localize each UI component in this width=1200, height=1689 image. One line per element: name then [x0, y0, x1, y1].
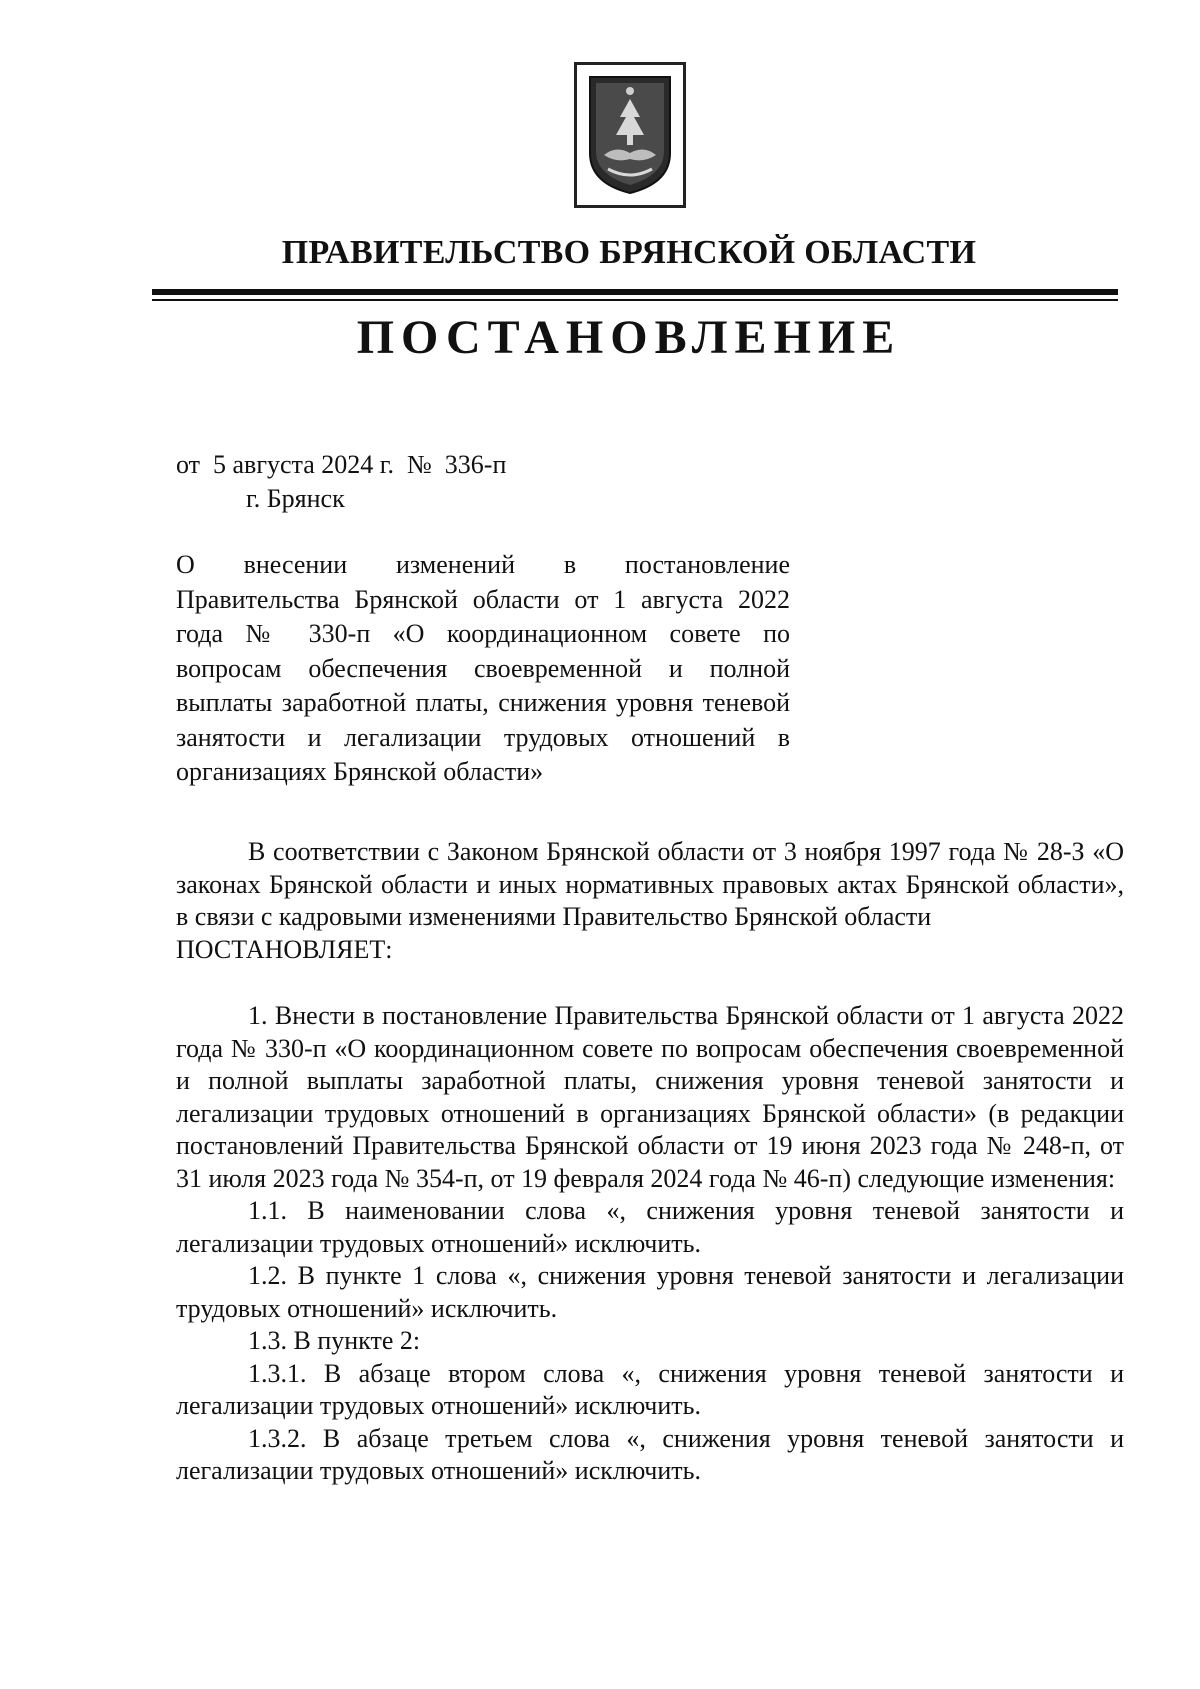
document-body [176, 836, 1124, 1488]
item-1-2: 1.2. В пункте 1 слова «, снижения уровня теневой занятости и легализации трудовых отношений» исключить. [176, 1261, 1124, 1323]
item-1-3: 1.3. В пункте 2: [248, 1326, 421, 1355]
item-1-3-2: 1.3.2. В абзаце третьем слова «, снижения уровня теневой занятости и легализации трудовых отношений» исключить. [176, 1423, 1124, 1485]
bryansk-coat-of-arms-icon [586, 73, 674, 197]
document-type: ПОСТАНОВЛЕНИЕ [356, 311, 902, 364]
header-rule-thin [152, 299, 1118, 301]
item-1-3-1: 1.3.1. В абзаце втором слова «, снижения уровня теневой занятости и легализации трудовых отношений» исключить. [176, 1358, 1124, 1420]
date-and-number: от 5 августа 2024 г. № 336-п [176, 450, 507, 479]
header-rule-thick [152, 289, 1118, 295]
city: г. Брянск [246, 484, 345, 513]
document-subject: О внесении изменений в постановление Правительства Брянской области от 1 августа 2022 года № 330-п «О координационном совете по вопросам обеспечения своевременной и полной выплаты заработной платы, снижения уровня теневой занятости и легализации трудовых отношений в организациях Брянской области» [176, 550, 790, 786]
paragraph-gap [176, 966, 1124, 1000]
item-1-1: 1.1. В наименовании слова «, снижения уровня теневой занятости и легализации трудовых отношений» исключить. [176, 1196, 1124, 1258]
organization-title: ПРАВИТЕЛЬСТВО БРЯНСКОЙ ОБЛАСТИ [281, 234, 977, 271]
preamble: В соответствии с Законом Брянской области от 3 ноября 1997 года № 28-З «О законах Брянской области и иных нормативных правовых актах Брянской области», в связи с кадровыми изменениями Правительство Брянской области [176, 837, 1124, 931]
emblem-frame [574, 62, 686, 208]
resolves-word: ПОСТАНОВЛЯЕТ: [176, 934, 393, 964]
item-1: 1. Внести в постановление Правительства Брянской области от 1 августа 2022 года № 330-п «О координационном совете по вопросам обеспечения своевременной и полной выплаты заработной платы, снижения уровня теневой занятости и легализации трудовых отношений в организациях Брянской области» (в редакции постановлений Правительства Брянской области от 19 июня 2023 года № 248-п, от 31 июля 2023 года № 354-п, от 19 февраля 2024 года № 46-п) следующие изменения: [176, 1001, 1124, 1193]
